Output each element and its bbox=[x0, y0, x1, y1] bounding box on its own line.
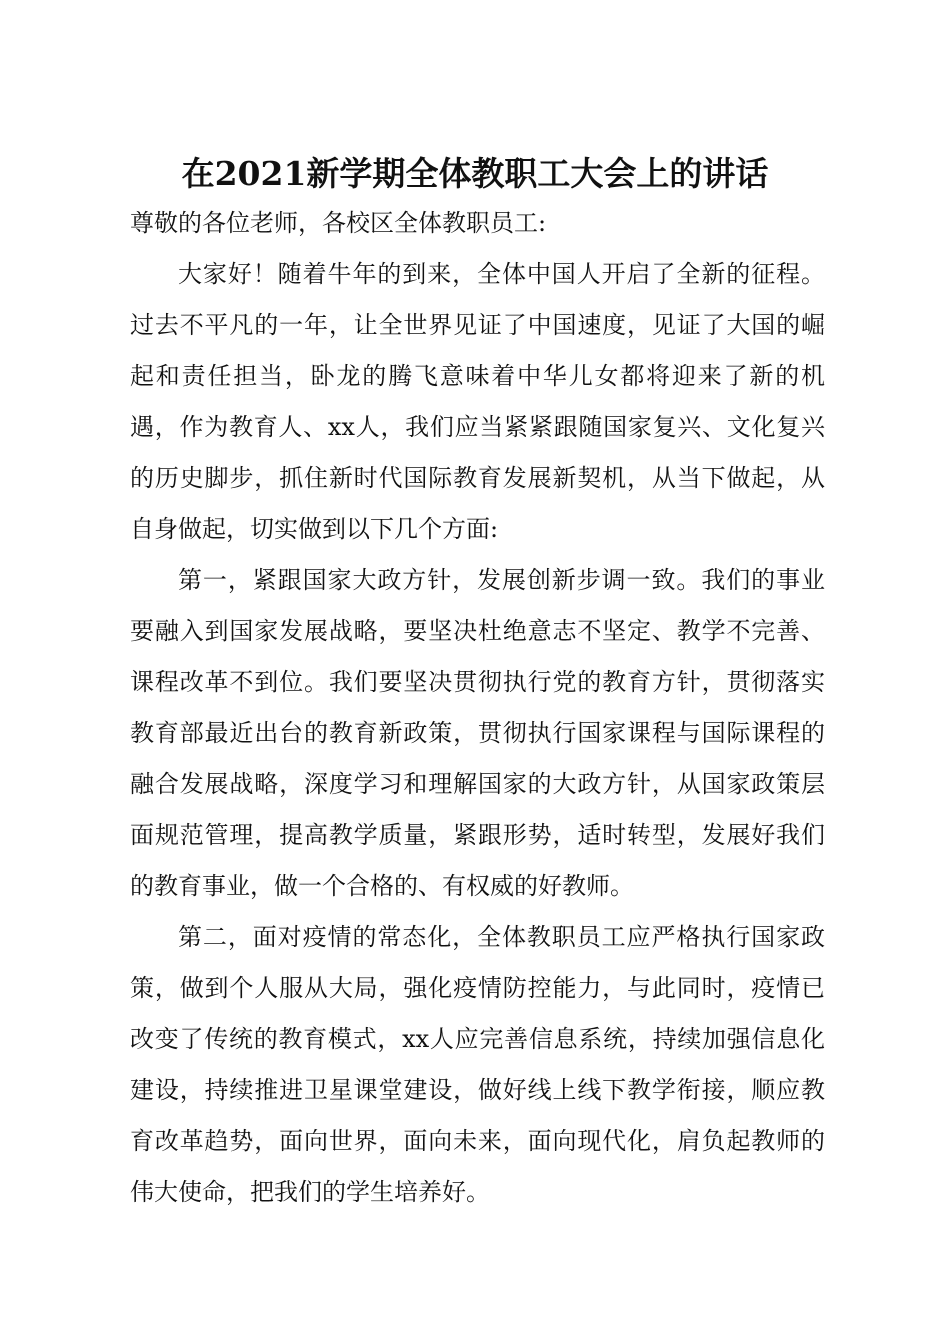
salutation: 尊敬的各位老师，各校区全体教职员工: bbox=[130, 209, 547, 237]
paragraph-intro: 大家好！随着牛年的到来，全体中国人开启了全新的征程。过去不平凡的一年，让全世界见证了中国速度，见证了大国的崛起和责任担当，卧龙的腾飞意味着中华儿女都将迎来了新的机遇，作为教育人、xx人，我们应当紧紧跟随国家复兴、文化复兴的历史脚步，抓住新时代国际教育发展新契机，从当下做起，从自身做起，切实做到以下几个方面: bbox=[130, 260, 825, 543]
paragraph-second-point: 第二，面对疫情的常态化，全体教职员工应严格执行国家政策，做到个人服从大局，强化疫情防控能力，与此同时，疫情已改变了传统的教育模式，xx人应完善信息系统，持续加强信息化建设，持续推进卫星课堂建设，做好线上线下教学衔接，顺应教育改革趋势，面向世界，面向未来，面向现代化，肩负起教师的伟大使命，把我们的学生培养好。 bbox=[130, 923, 825, 1206]
document-title: 在2021新学期全体教职工大会上的讲话 bbox=[181, 154, 769, 193]
document-body bbox=[130, 198, 825, 1218]
paragraph-first-point: 第一，紧跟国家大政方针，发展创新步调一致。我们的事业要融入到国家发展战略，要坚决杜绝意志不坚定、教学不完善、课程改革不到位。我们要坚决贯彻执行党的教育方针，贯彻落实教育部最近出台的教育新政策，贯彻执行国家课程与国际课程的融合发展战略，深度学习和理解国家的大政方针，从国家政策层面规范管理，提高教学质量，紧跟形势，适时转型，发展好我们的教育事业，做一个合格的、有权威的好教师。 bbox=[130, 566, 825, 900]
